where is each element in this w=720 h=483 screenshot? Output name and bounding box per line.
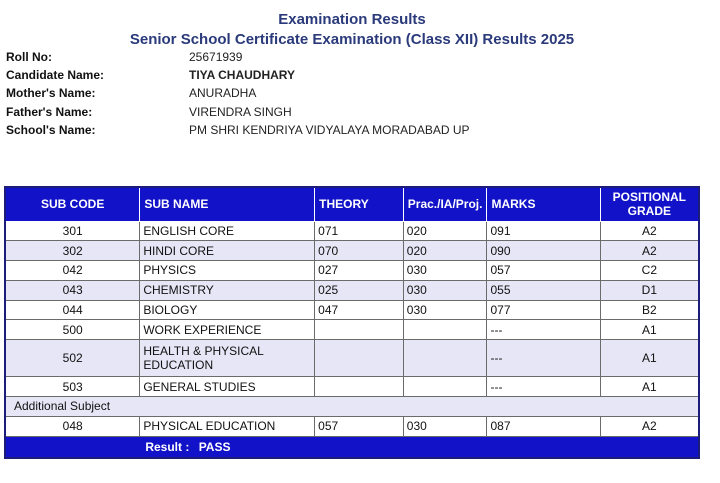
sub-code-cell: 048 (5, 416, 140, 436)
sub-code-cell: 301 (5, 221, 140, 241)
marks-table (4, 186, 700, 459)
header-theory: THEORY (315, 187, 404, 221)
result-spacer (5, 436, 140, 458)
marks-cell: 077 (487, 300, 600, 320)
theory-cell: 071 (315, 221, 404, 241)
result-cell (140, 436, 699, 458)
sub-name-cell: CHEMISTRY (140, 280, 315, 300)
practical-cell (403, 340, 487, 377)
theory-cell (315, 340, 404, 377)
sub-name-cell: WORK EXPERIENCE (140, 320, 315, 340)
sub-name-cell: HEALTH & PHYSICAL EDUCATION (140, 340, 315, 377)
sub-name-cell: ENGLISH CORE (140, 221, 315, 241)
father-name-label: Father's Name: (6, 104, 93, 119)
header-practical: Prac./IA/Proj. (403, 187, 487, 221)
marks-cell: 055 (487, 280, 600, 300)
practical-cell: 020 (403, 241, 487, 261)
candidate-info (6, 48, 566, 139)
theory-cell: 057 (315, 416, 404, 436)
sub-code-cell: 044 (5, 300, 140, 320)
additional-subject-row (5, 397, 699, 417)
grade-cell: A1 (600, 377, 699, 397)
table-row (5, 280, 699, 300)
sub-code-cell: 500 (5, 320, 140, 340)
header-sub-name: SUB NAME (140, 187, 315, 221)
header-grade-line1: POSITIONAL (612, 190, 687, 205)
table-row (5, 377, 699, 397)
header-grade-line2: GRADE (627, 204, 672, 219)
sub-code-cell: 042 (5, 261, 140, 281)
father-name-row (6, 103, 566, 121)
roll-no-row (6, 48, 566, 66)
table-row (5, 340, 699, 377)
marks-cell: 087 (487, 416, 600, 436)
practical-cell: 030 (403, 280, 487, 300)
table-row (5, 320, 699, 340)
sub-code-cell: 043 (5, 280, 140, 300)
father-name-value: VIRENDRA SINGH (189, 104, 292, 119)
sub-code-cell: 302 (5, 241, 140, 261)
theory-cell (315, 377, 404, 397)
grade-cell: A1 (600, 340, 699, 377)
sub-code-cell: 502 (5, 340, 140, 377)
sub-name-cell: BIOLOGY (140, 300, 315, 320)
theory-cell: 070 (315, 241, 404, 261)
mother-name-label: Mother's Name: (6, 86, 96, 101)
sub-code-cell: 503 (5, 377, 140, 397)
roll-no-value: 25671939 (189, 50, 243, 65)
school-name-label: School's Name: (6, 122, 96, 137)
theory-cell: 027 (315, 261, 404, 281)
mother-name-row (6, 84, 566, 102)
practical-cell (403, 377, 487, 397)
roll-no-label: Roll No: (6, 50, 52, 65)
grade-cell: A2 (600, 221, 699, 241)
table-row (5, 300, 699, 320)
marks-cell: 091 (487, 221, 600, 241)
result-row (5, 436, 699, 458)
candidate-name-row (6, 66, 566, 84)
practical-cell: 030 (403, 416, 487, 436)
grade-cell: B2 (600, 300, 699, 320)
table-row (5, 416, 699, 436)
sub-name-cell: HINDI CORE (140, 241, 315, 261)
marks-cell: 090 (487, 241, 600, 261)
theory-cell: 025 (315, 280, 404, 300)
theory-cell: 047 (315, 300, 404, 320)
candidate-name-label: Candidate Name: (6, 68, 105, 83)
practical-cell (403, 320, 487, 340)
grade-cell: A1 (600, 320, 699, 340)
mother-name-value: ANURADHA (189, 86, 257, 101)
sub-name-cell: PHYSICS (140, 261, 315, 281)
sub-name-cell: GENERAL STUDIES (140, 377, 315, 397)
grade-cell: C2 (600, 261, 699, 281)
marks-cell: 057 (487, 261, 600, 281)
additional-subject-label: Additional Subject (5, 397, 699, 417)
practical-cell: 030 (403, 261, 487, 281)
table-row (5, 261, 699, 281)
candidate-name-value: TIYA CHAUDHARY (189, 68, 296, 83)
marks-cell: --- (487, 320, 600, 340)
table-row (5, 241, 699, 261)
header-grade (600, 187, 699, 221)
page-title: Examination Results (278, 11, 426, 28)
header-marks: MARKS (487, 187, 600, 221)
grade-cell: A2 (600, 416, 699, 436)
page-subtitle: Senior School Certificate Examination (Class XII) Results 2025 (129, 31, 575, 48)
table-row (5, 221, 699, 241)
theory-cell (315, 320, 404, 340)
header-sub-code: SUB CODE (5, 187, 140, 221)
practical-cell: 020 (403, 221, 487, 241)
school-name-value: PM SHRI KENDRIYA VIDYALAYA MORADABAD UP (189, 122, 470, 137)
result-value: PASS (198, 439, 231, 454)
table-header-row (5, 187, 699, 221)
grade-cell: D1 (600, 280, 699, 300)
marks-cell: --- (487, 340, 600, 377)
sub-name-cell: PHYSICAL EDUCATION (140, 416, 315, 436)
marks-cell: --- (487, 377, 600, 397)
practical-cell: 030 (403, 300, 487, 320)
school-name-row (6, 121, 566, 139)
grade-cell: A2 (600, 241, 699, 261)
result-label: Result : (145, 439, 190, 454)
